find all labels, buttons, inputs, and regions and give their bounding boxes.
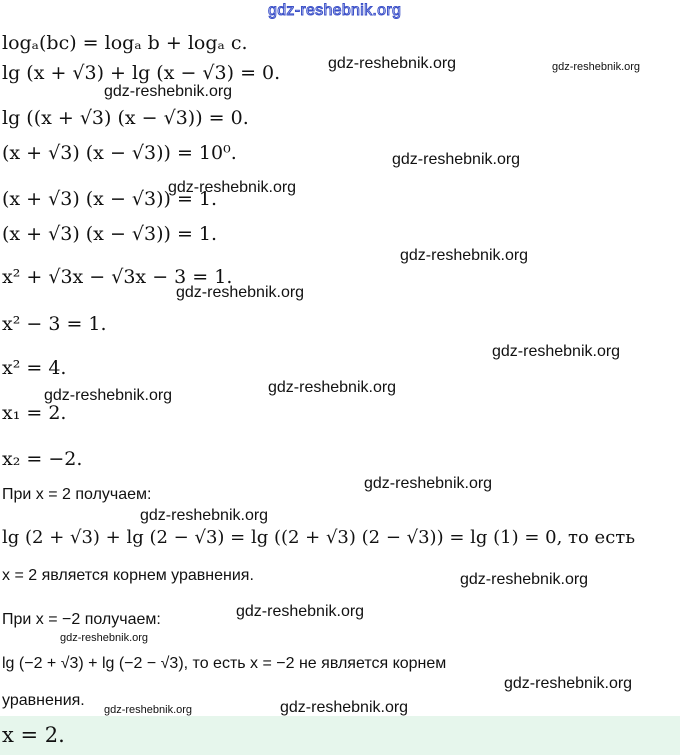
- answer-highlight: [0, 716, 680, 755]
- watermark-text: gdz-reshebnik.org: [44, 387, 173, 404]
- watermark-text: gdz-reshebnik.org: [460, 571, 589, 588]
- watermark-text: gdz-reshebnik.org: [328, 55, 457, 72]
- check-xneg2-equation: lg (−2 + √3) + lg (−2 − √3), то есть x = −2 не является корнем: [2, 655, 447, 672]
- final-answer: x = 2.: [2, 723, 65, 747]
- equation-product-one: (x + √3) (x − √3)) = 1.: [2, 188, 218, 210]
- equation-expanded: x² + √3x − √3x − 3 = 1.: [2, 266, 233, 288]
- watermark-text: gdz-reshebnik.org: [552, 61, 641, 73]
- equation-combined-log: lg ((x + √3) (x − √3)) = 0.: [2, 107, 249, 129]
- equation-power-of-ten: (x + √3) (x − √3)) = 10⁰.: [2, 142, 237, 164]
- watermark-text: gdz-reshebnik.org: [60, 632, 149, 644]
- watermark-text: gdz-reshebnik.org: [104, 704, 193, 716]
- equation-original: lg (x + √3) + lg (x − √3) = 0.: [2, 62, 281, 84]
- watermark-text: gdz-reshebnik.org: [392, 151, 521, 168]
- watermark-text: gdz-reshebnik.org: [364, 475, 493, 492]
- check-x2-intro: При x = 2 получаем:: [2, 486, 152, 503]
- equation-simplified: x² − 3 = 1.: [2, 313, 107, 335]
- watermark-text: gdz-reshebnik.org: [176, 284, 305, 301]
- watermark-text: gdz-reshebnik.org: [104, 83, 233, 100]
- equation-product-one-repeat: (x + √3) (x − √3)) = 1.: [2, 223, 218, 245]
- watermark-text: gdz-reshebnik.org: [492, 343, 621, 360]
- watermark-text: gdz-reshebnik.org: [280, 699, 409, 716]
- check-x2-conclusion: x = 2 является корнем уравнения.: [2, 567, 254, 584]
- watermark-text: gdz-reshebnik.org: [504, 675, 633, 692]
- equation-root-one: x₁ = 2.: [2, 402, 67, 424]
- watermark-text: gdz-reshebnik.org: [400, 247, 529, 264]
- header-watermark: gdz-reshebnik.org: [268, 2, 402, 19]
- equation-log-rule: logₐ(bc) = logₐ b + logₐ c.: [2, 32, 248, 54]
- check-xneg2-conclusion: уравнения.: [2, 692, 85, 709]
- watermark-text: gdz-reshebnik.org: [236, 603, 365, 620]
- check-xneg2-intro: При x = −2 получаем:: [2, 611, 161, 628]
- watermark-text: gdz-reshebnik.org: [140, 507, 269, 524]
- watermark-text: gdz-reshebnik.org: [168, 179, 297, 196]
- equation-root-two: x₂ = −2.: [2, 448, 83, 470]
- equation-x-squared: x² = 4.: [2, 357, 67, 379]
- check-x2-equation: lg (2 + √3) + lg (2 − √3) = lg ((2 + √3) (2 − √3)) = lg (1) = 0, то есть: [2, 527, 636, 548]
- watermark-text: gdz-reshebnik.org: [268, 379, 397, 396]
